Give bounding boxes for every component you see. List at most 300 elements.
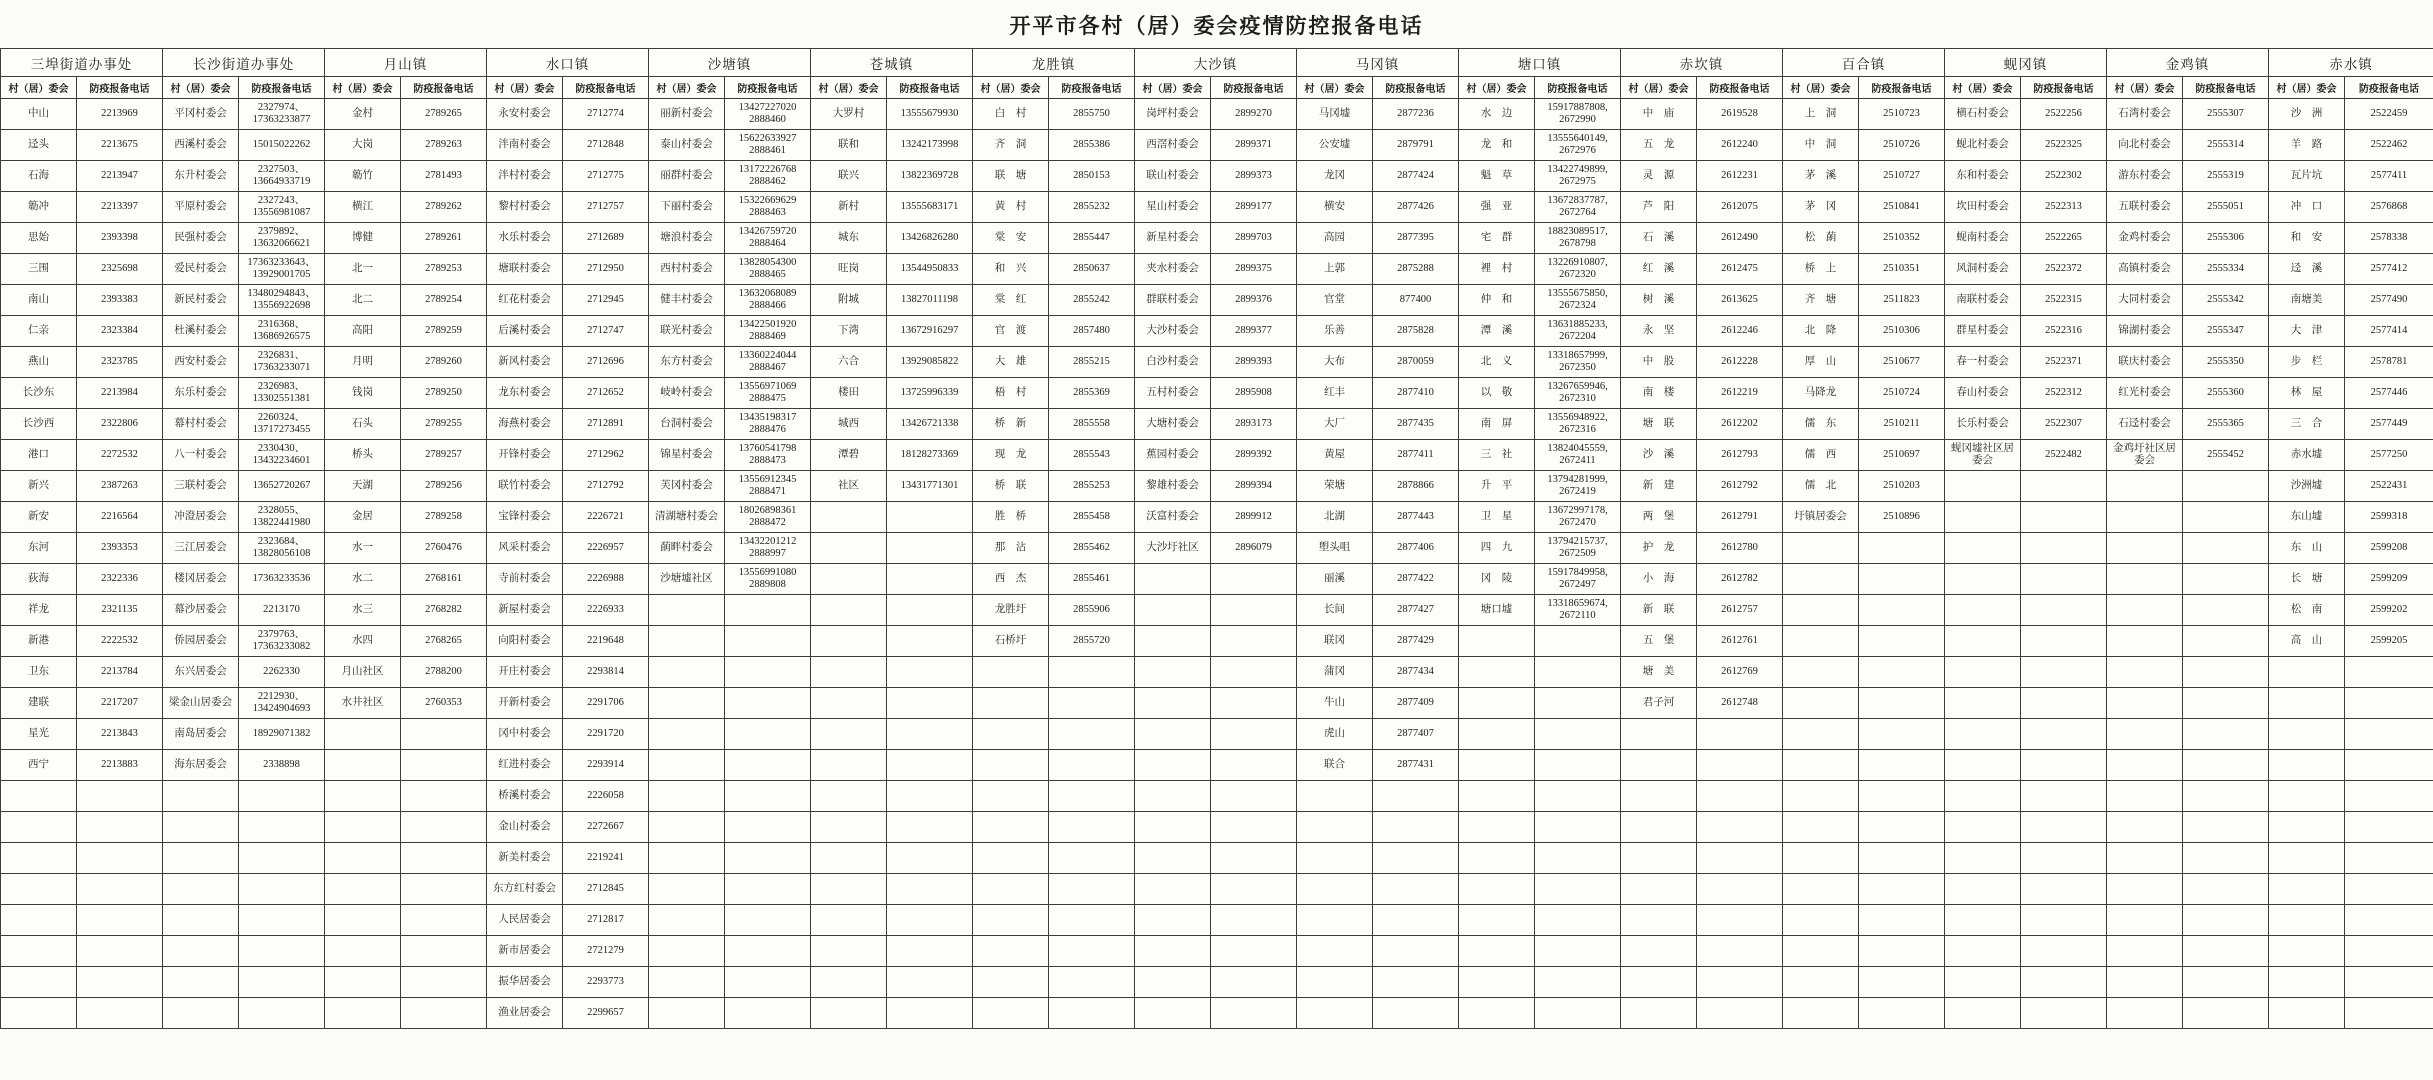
empty-cell bbox=[973, 781, 1049, 812]
village-name-cell: 泮南村委会 bbox=[487, 130, 563, 161]
empty-cell bbox=[1, 812, 77, 843]
village-name-cell: 岐岭村委会 bbox=[649, 378, 725, 409]
empty-cell bbox=[1945, 781, 2021, 812]
table-row bbox=[1, 223, 2433, 254]
empty-cell bbox=[1211, 719, 1297, 750]
empty-cell bbox=[2269, 812, 2345, 843]
empty-cell bbox=[811, 502, 887, 533]
village-name-cell: 桥 联 bbox=[973, 471, 1049, 502]
empty-cell bbox=[163, 812, 239, 843]
village-name-cell: 楼田 bbox=[811, 378, 887, 409]
table-row bbox=[1, 812, 2433, 843]
village-name-cell: 官堂 bbox=[1297, 285, 1373, 316]
village-name-cell: 钱岗 bbox=[325, 378, 401, 409]
empty-cell bbox=[1859, 595, 1945, 626]
phone-cell: 2899392 bbox=[1211, 440, 1297, 471]
village-name-cell: 大岗 bbox=[325, 130, 401, 161]
village-name-cell: 荻海 bbox=[1, 564, 77, 595]
village-name-cell: 塘联村委会 bbox=[487, 254, 563, 285]
table-row bbox=[1, 99, 2433, 130]
empty-cell bbox=[649, 750, 725, 781]
empty-cell bbox=[1621, 874, 1697, 905]
phone-cell: 18128273369 bbox=[887, 440, 973, 471]
phone-cell: 2510203 bbox=[1859, 471, 1945, 502]
empty-cell bbox=[2345, 967, 2433, 998]
empty-cell bbox=[1373, 998, 1459, 1029]
phone-cell: 13426826280 bbox=[887, 223, 973, 254]
phone-cell: 13426721338 bbox=[887, 409, 973, 440]
phone-column-header: 防疫报备电话 bbox=[239, 77, 325, 99]
phone-cell: 13652720267 bbox=[239, 471, 325, 502]
empty-cell bbox=[1135, 998, 1211, 1029]
empty-cell bbox=[77, 967, 163, 998]
empty-cell bbox=[325, 812, 401, 843]
village-name-cell: 泰山村委会 bbox=[649, 130, 725, 161]
empty-cell bbox=[325, 936, 401, 967]
empty-cell bbox=[1135, 626, 1211, 657]
empty-cell bbox=[1535, 874, 1621, 905]
village-name-cell: 龙东村委会 bbox=[487, 378, 563, 409]
empty-cell bbox=[2183, 843, 2269, 874]
empty-cell bbox=[1, 936, 77, 967]
phone-cell: 2877443 bbox=[1373, 502, 1459, 533]
phone-cell: 2322806 bbox=[77, 409, 163, 440]
table-row bbox=[1, 409, 2433, 440]
phone-cell: 2291720 bbox=[563, 719, 649, 750]
phone-cell: 2899394 bbox=[1211, 471, 1297, 502]
village-name-cell: 金山村委会 bbox=[487, 812, 563, 843]
village-name-cell: 高镇村委会 bbox=[2107, 254, 2183, 285]
village-name-cell: 宅 群 bbox=[1459, 223, 1535, 254]
village-name-cell: 燕山 bbox=[1, 347, 77, 378]
phone-cell: 2721279 bbox=[563, 936, 649, 967]
village-name-cell: 公安墟 bbox=[1297, 130, 1373, 161]
village-name-cell: 台洞村委会 bbox=[649, 409, 725, 440]
village-name-cell: 棠 安 bbox=[973, 223, 1049, 254]
phone-cell: 2899177 bbox=[1211, 192, 1297, 223]
phone-cell: 2877435 bbox=[1373, 409, 1459, 440]
phone-cell: 2293914 bbox=[563, 750, 649, 781]
empty-cell bbox=[725, 936, 811, 967]
empty-cell bbox=[1297, 874, 1373, 905]
village-name-cell: 春山村委会 bbox=[1945, 378, 2021, 409]
town-header: 月山镇 bbox=[325, 49, 487, 77]
phone-cell: 2322336 bbox=[77, 564, 163, 595]
empty-cell bbox=[1621, 812, 1697, 843]
empty-cell bbox=[1049, 936, 1135, 967]
empty-cell bbox=[811, 564, 887, 595]
phone-cell: 13360224044 2888467 bbox=[725, 347, 811, 378]
empty-cell bbox=[2345, 936, 2433, 967]
phone-cell: 2213784 bbox=[77, 657, 163, 688]
empty-cell bbox=[887, 905, 973, 936]
phone-cell: 13427227020 2888460 bbox=[725, 99, 811, 130]
empty-cell bbox=[1535, 812, 1621, 843]
empty-cell bbox=[1049, 719, 1135, 750]
village-name-cell: 上郭 bbox=[1297, 254, 1373, 285]
empty-cell bbox=[1535, 719, 1621, 750]
village-name-cell: 黎村村委会 bbox=[487, 192, 563, 223]
empty-cell bbox=[2021, 595, 2107, 626]
village-name-cell: 卫 星 bbox=[1459, 502, 1535, 533]
empty-cell bbox=[2021, 688, 2107, 719]
empty-cell bbox=[973, 967, 1049, 998]
empty-cell bbox=[725, 595, 811, 626]
empty-cell bbox=[239, 781, 325, 812]
village-name-cell: 那 沾 bbox=[973, 533, 1049, 564]
village-name-cell: 游东村委会 bbox=[2107, 161, 2183, 192]
phone-cell: 2789258 bbox=[401, 502, 487, 533]
empty-cell bbox=[2021, 719, 2107, 750]
empty-cell bbox=[649, 781, 725, 812]
phone-cell: 2226058 bbox=[563, 781, 649, 812]
empty-cell bbox=[649, 843, 725, 874]
empty-cell bbox=[163, 781, 239, 812]
village-name-cell: 升 平 bbox=[1459, 471, 1535, 502]
village-name-cell: 蚬南村委会 bbox=[1945, 223, 2021, 254]
village-name-cell: 丽群村委会 bbox=[649, 161, 725, 192]
phone-cell: 13555675850, 2672324 bbox=[1535, 285, 1621, 316]
empty-cell bbox=[1783, 564, 1859, 595]
phone-cell: 2327243、 13556981087 bbox=[239, 192, 325, 223]
phone-cell: 2781493 bbox=[401, 161, 487, 192]
village-name-cell: 瓦片坑 bbox=[2269, 161, 2345, 192]
village-name-cell: 龙胜圩 bbox=[973, 595, 1049, 626]
village-name-cell: 月山社区 bbox=[325, 657, 401, 688]
village-name-cell: 寺前村委会 bbox=[487, 564, 563, 595]
empty-cell bbox=[725, 626, 811, 657]
phone-cell: 2510727 bbox=[1859, 161, 1945, 192]
empty-cell bbox=[1859, 843, 1945, 874]
phone-cell: 2877429 bbox=[1373, 626, 1459, 657]
phone-cell: 13760541798 2888473 bbox=[725, 440, 811, 471]
phone-cell: 2213947 bbox=[77, 161, 163, 192]
empty-cell bbox=[2269, 843, 2345, 874]
empty-cell bbox=[811, 905, 887, 936]
empty-cell bbox=[1135, 595, 1211, 626]
village-name-cell: 金村 bbox=[325, 99, 401, 130]
phone-cell: 15917887808, 2672990 bbox=[1535, 99, 1621, 130]
phone-cell: 2850153 bbox=[1049, 161, 1135, 192]
village-name-cell: 以 敬 bbox=[1459, 378, 1535, 409]
village-name-cell: 大沙村委会 bbox=[1135, 316, 1211, 347]
empty-cell bbox=[887, 595, 973, 626]
village-name-cell: 新市居委会 bbox=[487, 936, 563, 967]
phone-column-header: 防疫报备电话 bbox=[77, 77, 163, 99]
table-row bbox=[1, 471, 2433, 502]
empty-cell bbox=[725, 750, 811, 781]
empty-cell bbox=[2183, 533, 2269, 564]
phone-cell: 2760476 bbox=[401, 533, 487, 564]
empty-cell bbox=[239, 905, 325, 936]
phone-cell: 2213883 bbox=[77, 750, 163, 781]
empty-cell bbox=[239, 936, 325, 967]
town-header: 百合镇 bbox=[1783, 49, 1945, 77]
empty-cell bbox=[725, 905, 811, 936]
phone-cell: 2387263 bbox=[77, 471, 163, 502]
village-name-cell: 侨园居委会 bbox=[163, 626, 239, 657]
empty-cell bbox=[2021, 874, 2107, 905]
village-name-cell: 幕村村委会 bbox=[163, 409, 239, 440]
empty-cell bbox=[1535, 998, 1621, 1029]
empty-cell bbox=[325, 905, 401, 936]
table-row bbox=[1, 378, 2433, 409]
phone-cell: 2393353 bbox=[77, 533, 163, 564]
phone-cell: 13672916297 bbox=[887, 316, 973, 347]
phone-cell: 2877426 bbox=[1373, 192, 1459, 223]
empty-cell bbox=[1783, 905, 1859, 936]
empty-cell bbox=[1945, 936, 2021, 967]
empty-cell bbox=[1535, 657, 1621, 688]
village-name-cell: 卫东 bbox=[1, 657, 77, 688]
phone-cell: 2293814 bbox=[563, 657, 649, 688]
empty-cell bbox=[325, 843, 401, 874]
empty-cell bbox=[1783, 936, 1859, 967]
empty-cell bbox=[649, 657, 725, 688]
village-name-cell: 振华居委会 bbox=[487, 967, 563, 998]
empty-cell bbox=[811, 657, 887, 688]
village-name-cell: 步 栏 bbox=[2269, 347, 2345, 378]
village-name-cell: 楼冈居委会 bbox=[163, 564, 239, 595]
village-name-cell: 乐善 bbox=[1297, 316, 1373, 347]
village-name-cell: 梧 村 bbox=[973, 378, 1049, 409]
empty-cell bbox=[1459, 688, 1535, 719]
village-name-cell: 联竹村委会 bbox=[487, 471, 563, 502]
village-name-cell: 塘 联 bbox=[1621, 409, 1697, 440]
name-column-header: 村（居）委会 bbox=[1783, 77, 1859, 99]
empty-cell bbox=[1945, 750, 2021, 781]
phone-cell: 17363233536 bbox=[239, 564, 325, 595]
empty-cell bbox=[2345, 874, 2433, 905]
village-name-cell: 南塘美 bbox=[2269, 285, 2345, 316]
phone-cell: 2323684、 13828056108 bbox=[239, 533, 325, 564]
village-name-cell: 簕竹 bbox=[325, 161, 401, 192]
empty-cell bbox=[811, 874, 887, 905]
empty-cell bbox=[2269, 967, 2345, 998]
table-row bbox=[1, 502, 2433, 533]
phone-cell: 2619528 bbox=[1697, 99, 1783, 130]
phone-cell: 2899373 bbox=[1211, 161, 1297, 192]
empty-cell bbox=[1459, 750, 1535, 781]
empty-cell bbox=[1459, 843, 1535, 874]
village-name-cell: 北二 bbox=[325, 285, 401, 316]
empty-cell bbox=[77, 905, 163, 936]
empty-cell bbox=[725, 874, 811, 905]
phone-cell: 2712652 bbox=[563, 378, 649, 409]
empty-cell bbox=[1373, 843, 1459, 874]
phone-cell: 2522315 bbox=[2021, 285, 2107, 316]
village-name-cell: 后溪村委会 bbox=[487, 316, 563, 347]
empty-cell bbox=[401, 874, 487, 905]
empty-cell bbox=[163, 998, 239, 1029]
empty-cell bbox=[2183, 936, 2269, 967]
village-name-cell: 群联村委会 bbox=[1135, 285, 1211, 316]
empty-cell bbox=[1535, 843, 1621, 874]
village-name-cell: 高 山 bbox=[2269, 626, 2345, 657]
empty-cell bbox=[1697, 843, 1783, 874]
empty-cell bbox=[887, 781, 973, 812]
village-name-cell: 东兴居委会 bbox=[163, 657, 239, 688]
village-name-cell: 强 亚 bbox=[1459, 192, 1535, 223]
phone-column-header: 防疫报备电话 bbox=[401, 77, 487, 99]
empty-cell bbox=[2183, 874, 2269, 905]
phone-cell: 13672997178, 2672470 bbox=[1535, 502, 1621, 533]
village-name-cell: 魁 草 bbox=[1459, 161, 1535, 192]
empty-cell bbox=[2021, 564, 2107, 595]
village-name-cell: 厚 山 bbox=[1783, 347, 1859, 378]
phone-cell: 2612748 bbox=[1697, 688, 1783, 719]
village-name-cell: 永安村委会 bbox=[487, 99, 563, 130]
empty-cell bbox=[1945, 688, 2021, 719]
village-name-cell: 锦星村委会 bbox=[649, 440, 725, 471]
village-name-cell: 君子河 bbox=[1621, 688, 1697, 719]
village-name-cell: 黎雄村委会 bbox=[1135, 471, 1211, 502]
empty-cell bbox=[1049, 781, 1135, 812]
phone-cell: 2612791 bbox=[1697, 502, 1783, 533]
village-name-cell: 祥龙 bbox=[1, 595, 77, 626]
phone-cell: 15622633927 2888461 bbox=[725, 130, 811, 161]
town-header: 塘口镇 bbox=[1459, 49, 1621, 77]
empty-cell bbox=[2107, 781, 2183, 812]
village-name-cell: 大厂 bbox=[1297, 409, 1373, 440]
page-title: 开平市各村（居）委会疫情防控报备电话 bbox=[1009, 14, 1424, 38]
phone-cell: 2712774 bbox=[563, 99, 649, 130]
empty-cell bbox=[1211, 688, 1297, 719]
phone-cell: 2327974、 17363233877 bbox=[239, 99, 325, 130]
table-row bbox=[1, 998, 2433, 1029]
empty-cell bbox=[649, 936, 725, 967]
empty-cell bbox=[2183, 595, 2269, 626]
empty-cell bbox=[1945, 998, 2021, 1029]
phone-cell: 13426759720 2888464 bbox=[725, 223, 811, 254]
village-name-cell: 冈 陵 bbox=[1459, 564, 1535, 595]
phone-column-header: 防疫报备电话 bbox=[1049, 77, 1135, 99]
name-column-header: 村（居）委会 bbox=[1, 77, 77, 99]
village-name-cell: 红丰 bbox=[1297, 378, 1373, 409]
phone-cell: 2217207 bbox=[77, 688, 163, 719]
phone-cell: 2612219 bbox=[1697, 378, 1783, 409]
empty-cell bbox=[725, 719, 811, 750]
village-name-cell: 新 建 bbox=[1621, 471, 1697, 502]
town-header: 龙胜镇 bbox=[973, 49, 1135, 77]
phone-cell: 2899393 bbox=[1211, 347, 1297, 378]
village-name-cell: 渔业居委会 bbox=[487, 998, 563, 1029]
empty-cell bbox=[1049, 967, 1135, 998]
empty-cell bbox=[1459, 874, 1535, 905]
empty-cell bbox=[2269, 874, 2345, 905]
village-name-cell: 三围 bbox=[1, 254, 77, 285]
phone-cell: 2612757 bbox=[1697, 595, 1783, 626]
village-name-cell: 牛山 bbox=[1297, 688, 1373, 719]
phone-cell: 2712696 bbox=[563, 347, 649, 378]
empty-cell bbox=[239, 843, 325, 874]
empty-cell bbox=[2107, 688, 2183, 719]
empty-cell bbox=[2021, 998, 2107, 1029]
empty-cell bbox=[1535, 936, 1621, 967]
phone-column-header: 防疫报备电话 bbox=[725, 77, 811, 99]
phone-cell: 2577412 bbox=[2345, 254, 2433, 285]
phone-cell: 2789263 bbox=[401, 130, 487, 161]
empty-cell bbox=[1945, 905, 2021, 936]
empty-cell bbox=[811, 688, 887, 719]
empty-cell bbox=[2183, 967, 2269, 998]
phone-cell: 2875288 bbox=[1373, 254, 1459, 285]
empty-cell bbox=[2345, 812, 2433, 843]
empty-cell bbox=[1, 998, 77, 1029]
village-name-cell: 西宁 bbox=[1, 750, 77, 781]
empty-cell bbox=[1211, 874, 1297, 905]
village-name-cell: 儒 东 bbox=[1783, 409, 1859, 440]
phone-cell: 2379892、 13632066621 bbox=[239, 223, 325, 254]
name-column-header: 村（居）委会 bbox=[973, 77, 1049, 99]
village-name-cell: 黄屋 bbox=[1297, 440, 1373, 471]
empty-cell bbox=[1945, 533, 2021, 564]
empty-cell bbox=[1211, 781, 1297, 812]
phone-cell: 2877395 bbox=[1373, 223, 1459, 254]
phone-cell: 13827011198 bbox=[887, 285, 973, 316]
village-name-cell: 泮村村委会 bbox=[487, 161, 563, 192]
empty-cell bbox=[2107, 998, 2183, 1029]
empty-cell bbox=[2269, 936, 2345, 967]
village-name-cell: 新民村委会 bbox=[163, 285, 239, 316]
empty-cell bbox=[1211, 843, 1297, 874]
empty-cell bbox=[811, 843, 887, 874]
phone-cell: 2291706 bbox=[563, 688, 649, 719]
village-name-cell: 冲澄居委会 bbox=[163, 502, 239, 533]
phone-cell: 2612231 bbox=[1697, 161, 1783, 192]
village-name-cell: 中 庙 bbox=[1621, 99, 1697, 130]
empty-cell bbox=[1859, 812, 1945, 843]
empty-cell bbox=[1783, 688, 1859, 719]
village-name-cell: 大罗村 bbox=[811, 99, 887, 130]
phone-cell: 18823089517, 2678798 bbox=[1535, 223, 1621, 254]
village-name-cell: 向阳村委会 bbox=[487, 626, 563, 657]
phone-cell: 2510677 bbox=[1859, 347, 1945, 378]
village-name-cell: 中 股 bbox=[1621, 347, 1697, 378]
empty-cell bbox=[77, 812, 163, 843]
village-name-cell: 冲 口 bbox=[2269, 192, 2345, 223]
table-row bbox=[1, 595, 2433, 626]
village-name-cell: 高园 bbox=[1297, 223, 1373, 254]
phone-cell: 2260324、 13717273455 bbox=[239, 409, 325, 440]
empty-cell bbox=[401, 719, 487, 750]
village-name-cell: 沙塘墟社区 bbox=[649, 564, 725, 595]
phone-cell: 13556991080 2889808 bbox=[725, 564, 811, 595]
table-row bbox=[1, 130, 2433, 161]
empty-cell bbox=[2345, 719, 2433, 750]
village-name-cell: 现 龙 bbox=[973, 440, 1049, 471]
phone-cell: 2850637 bbox=[1049, 254, 1135, 285]
village-name-cell: 坎田村委会 bbox=[1945, 192, 2021, 223]
phone-cell: 13556971069 2888475 bbox=[725, 378, 811, 409]
village-name-cell: 迳头 bbox=[1, 130, 77, 161]
phone-cell: 2789262 bbox=[401, 192, 487, 223]
village-name-cell: 联山村委会 bbox=[1135, 161, 1211, 192]
empty-cell bbox=[2269, 905, 2345, 936]
empty-cell bbox=[725, 967, 811, 998]
phone-cell: 2262330 bbox=[239, 657, 325, 688]
village-name-cell: 丽溪 bbox=[1297, 564, 1373, 595]
phone-cell: 2555334 bbox=[2183, 254, 2269, 285]
village-name-cell: 西村村委会 bbox=[649, 254, 725, 285]
phone-column-header: 防疫报备电话 bbox=[887, 77, 973, 99]
empty-cell bbox=[1859, 874, 1945, 905]
empty-cell bbox=[2183, 502, 2269, 533]
empty-cell bbox=[2021, 967, 2107, 998]
empty-cell bbox=[1049, 657, 1135, 688]
village-name-cell: 蒲冈 bbox=[1297, 657, 1373, 688]
village-name-cell: 沙 溪 bbox=[1621, 440, 1697, 471]
